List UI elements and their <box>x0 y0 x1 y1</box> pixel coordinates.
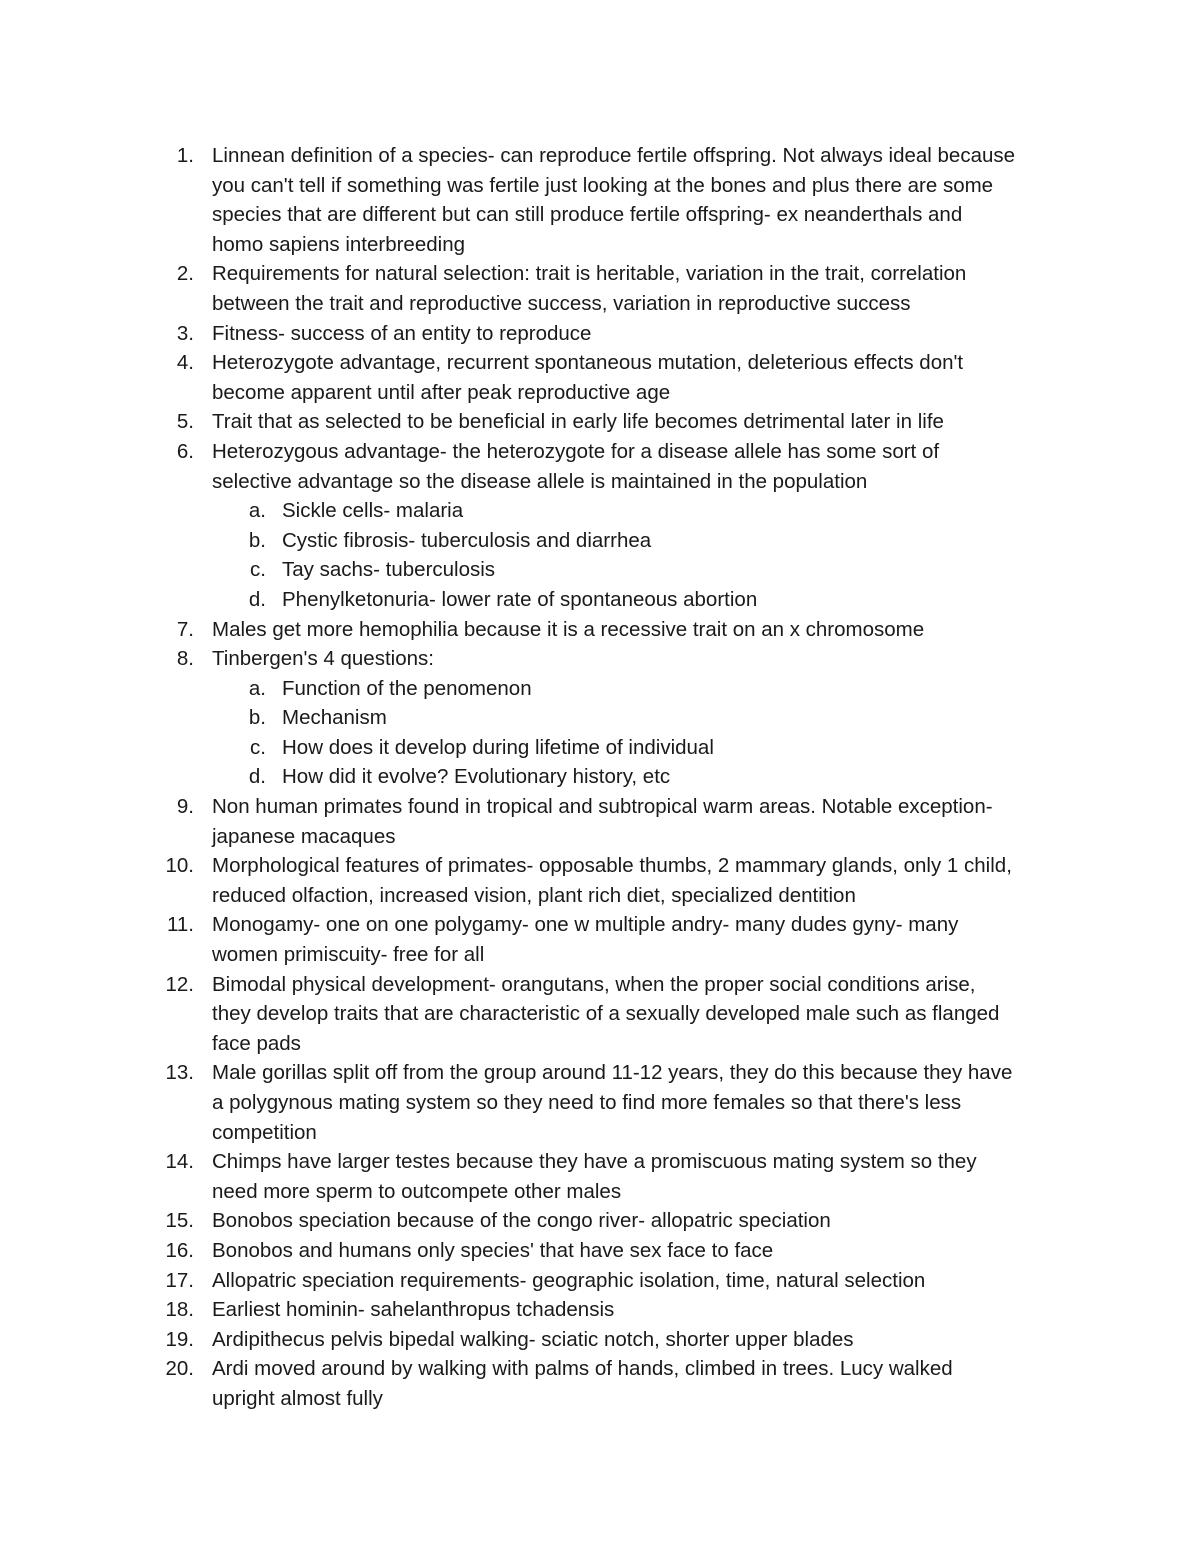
list-item-continuation <box>0 822 1200 852</box>
list-marker: 2. <box>176 262 194 286</box>
list-text: japanese macaques <box>212 824 396 848</box>
list-text: Chimps have larger testes because they have a promiscuous mating system so they <box>212 1150 977 1174</box>
list-text: face pads <box>212 1031 301 1055</box>
list-item-continuation <box>0 200 1200 230</box>
list-text: species that are different but can still produce fertile offspring- ex neanderthals and <box>212 203 963 227</box>
list-item-continuation <box>0 1384 1200 1414</box>
list-marker: d. <box>248 587 266 611</box>
list-text: Ardi moved around by walking with palms of hands, climbed in trees. Lucy walked <box>212 1357 953 1381</box>
list-item <box>0 851 1200 881</box>
list-item-continuation <box>0 467 1200 497</box>
sub-list-item <box>0 703 1200 733</box>
sub-list-item <box>0 585 1200 615</box>
sub-list-item <box>0 496 1200 526</box>
list-item <box>0 141 1200 171</box>
sub-list-item <box>0 555 1200 585</box>
list-item-continuation <box>0 1088 1200 1118</box>
list-text: Ardipithecus pelvis bipedal walking- sciatic notch, shorter upper blades <box>212 1327 854 1351</box>
list-item <box>0 644 1200 674</box>
list-item-continuation <box>0 378 1200 408</box>
numbered-list <box>0 141 1200 1414</box>
list-marker: d. <box>248 765 266 789</box>
list-item <box>0 910 1200 940</box>
list-text: a polygynous mating system so they need to find more females so that there's less <box>212 1091 962 1114</box>
list-marker: 11. <box>167 913 194 937</box>
list-marker: 16. <box>165 1238 194 1262</box>
list-item-continuation <box>0 1029 1200 1059</box>
list-text: How does it develop during lifetime of individual <box>282 735 714 759</box>
list-marker: 4. <box>176 351 194 375</box>
list-marker: 3. <box>176 321 194 345</box>
list-marker: 8. <box>176 647 194 671</box>
list-text: need more sperm to outcompete other males <box>212 1179 622 1203</box>
list-marker: a. <box>248 676 266 700</box>
list-text: Allopatric speciation requirements- geographic isolation, time, natural selection <box>212 1268 926 1292</box>
list-item <box>0 407 1200 437</box>
list-text: women primiscuity- free for all <box>212 943 485 967</box>
list-text: Tay sachs- tuberculosis <box>282 558 496 582</box>
list-text: How did it evolve? Evolutionary history, etc <box>282 765 671 789</box>
list-text: become apparent until after peak reproductive age <box>212 380 671 404</box>
list-text: reduced olfaction, increased vision, plant rich diet, specialized dentition <box>212 883 856 907</box>
list-marker: 20. <box>165 1357 194 1381</box>
list-item <box>0 970 1200 1000</box>
sub-list-item <box>0 674 1200 704</box>
list-marker: b. <box>248 706 266 730</box>
list-item-continuation <box>0 1118 1200 1148</box>
list-marker: 13. <box>165 1061 194 1085</box>
sub-list-item <box>0 733 1200 763</box>
list-item <box>0 1058 1200 1088</box>
list-text: Tinbergen's 4 questions: <box>212 647 434 671</box>
list-text: Requirements for natural selection: trait is heritable, variation in the trait, correlation <box>212 262 967 286</box>
list-marker: b. <box>248 528 266 552</box>
list-text: Males get more hemophilia because it is a recessive trait on an x chromosome <box>212 617 925 641</box>
list-item <box>0 348 1200 378</box>
sub-list-item <box>0 762 1200 792</box>
list-marker: 17. <box>165 1268 194 1292</box>
list-text: they develop traits that are characteristic of a sexually developed male such as flanged <box>212 1002 1000 1026</box>
list-text: Linnean definition of a species- can reproduce fertile offspring. Not always ideal because <box>212 144 1016 167</box>
list-text: Heterozygote advantage, recurrent spontaneous mutation, deleterious effects don't <box>212 351 964 375</box>
list-item-continuation <box>0 230 1200 260</box>
list-text: Bonobos and humans only species' that have sex face to face <box>212 1238 774 1262</box>
list-text: Heterozygous advantage- the heterozygote for a disease allele has some sort of <box>212 439 940 463</box>
list-text: competition <box>212 1120 317 1144</box>
list-text: Fitness- success of an entity to reproduce <box>212 321 592 345</box>
list-text: Trait that as selected to be beneficial in early life becomes detrimental later in life <box>212 410 944 434</box>
list-marker: 6. <box>176 439 194 463</box>
list-item <box>0 259 1200 289</box>
list-item <box>0 1295 1200 1325</box>
list-item <box>0 1325 1200 1355</box>
list-marker: 1. <box>176 144 194 167</box>
list-marker: 12. <box>165 972 194 996</box>
list-marker: a. <box>248 499 266 523</box>
list-text: between the trait and reproductive success, variation in reproductive success <box>212 291 911 315</box>
list-text: Non human primates found in tropical and subtropical warm areas. Notable exception- <box>212 795 993 819</box>
list-marker: 7. <box>176 617 194 641</box>
list-text: homo sapiens interbreeding <box>212 232 465 256</box>
list-text: Monogamy- one on one polygamy- one w multiple andry- many dudes gyny- many <box>212 913 959 937</box>
list-marker: 19. <box>165 1327 194 1351</box>
list-text: Earliest hominin- sahelanthropus tchadensis <box>212 1298 615 1322</box>
list-item-continuation <box>0 940 1200 970</box>
list-marker: 14. <box>165 1150 194 1174</box>
list-text: Bimodal physical development- orangutans, when the proper social conditions arise, <box>212 972 976 996</box>
list-item <box>0 615 1200 645</box>
list-item-continuation <box>0 881 1200 911</box>
list-marker: c. <box>250 558 266 582</box>
list-text: Male gorillas split off from the group around 11-12 years, they do this because they have <box>212 1061 1013 1085</box>
list-item <box>0 437 1200 467</box>
list-item <box>0 792 1200 822</box>
sub-list-item <box>0 526 1200 556</box>
list-marker: 9. <box>176 795 194 819</box>
list-text: Bonobos speciation because of the congo river- allopatric speciation <box>212 1209 831 1233</box>
list-marker: c. <box>250 735 266 759</box>
list-text: Cystic fibrosis- tuberculosis and diarrhea <box>282 528 652 552</box>
list-text: selective advantage so the disease allele is maintained in the population <box>212 469 868 493</box>
list-text: Mechanism <box>282 706 387 730</box>
list-text: Sickle cells- malaria <box>282 499 464 523</box>
list-marker: 15. <box>165 1209 194 1233</box>
list-item <box>0 1206 1200 1236</box>
list-marker: 18. <box>165 1298 194 1322</box>
list-text: Morphological features of primates- opposable thumbs, 2 mammary glands, only 1 child, <box>212 854 1012 878</box>
list-item <box>0 1147 1200 1177</box>
list-item <box>0 319 1200 349</box>
list-item <box>0 1266 1200 1296</box>
list-text: you can't tell if something was fertile just looking at the bones and plus there are some <box>212 173 994 197</box>
list-item <box>0 1236 1200 1266</box>
list-text: upright almost fully <box>212 1386 383 1410</box>
list-text: Function of the penomenon <box>282 676 532 700</box>
list-marker: 5. <box>176 410 194 434</box>
list-item-continuation <box>0 1177 1200 1207</box>
list-item-continuation <box>0 999 1200 1029</box>
list-item-continuation <box>0 289 1200 319</box>
list-marker: 10. <box>165 854 194 878</box>
list-item-continuation <box>0 171 1200 201</box>
list-text: Phenylketonuria- lower rate of spontaneous abortion <box>282 587 758 611</box>
list-item <box>0 1354 1200 1384</box>
